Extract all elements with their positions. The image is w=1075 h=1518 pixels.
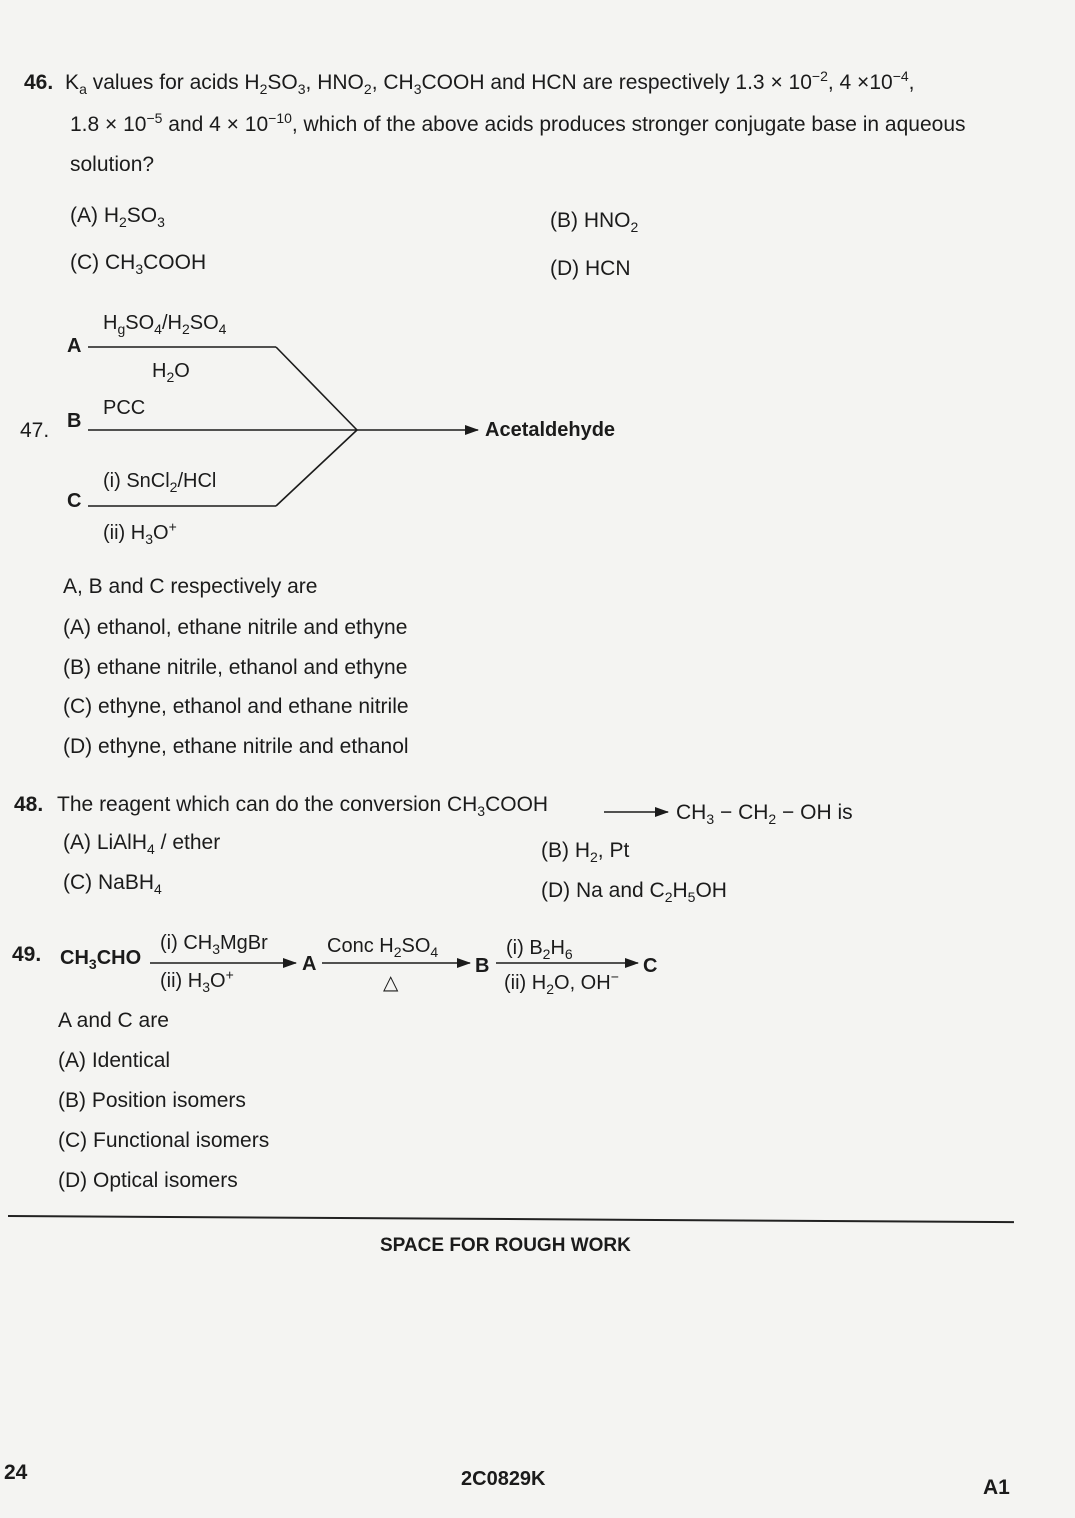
q47-reagent-a-bottom: $H_2O$ (152, 360, 190, 385)
q49-option-b[interactable]: (B) Position isomers (58, 1089, 246, 1112)
q49-reagent3-top: (i) $B_2H_6$ (506, 937, 573, 962)
q47-line-a-diagonal (276, 347, 357, 430)
q49-number: 49. (12, 943, 42, 966)
q47-reagent-b: PCC (103, 397, 146, 419)
q47-line-c-diagonal (276, 430, 357, 506)
q49-reagent2-bottom: △ (383, 972, 399, 994)
q47-number: 47. (20, 419, 50, 442)
q47-option-c[interactable]: (C) ethyne, ethanol and ethane nitrile (63, 695, 409, 718)
q46-stem-text: $K_a$ values for acids $H_2SO_3$, $HNO_2$, $CH_3COOH$ and HCN are respectively $1.3 \times 10^{-2}$, $4 \times 10^{-4}$, (65, 68, 915, 98)
page-number: 24 (4, 1461, 28, 1484)
rough-work-heading: SPACE FOR ROUGH WORK (380, 1235, 631, 1256)
q48-option-a[interactable]: (A) LiAlH$_4$ / ether (63, 831, 221, 858)
q49-reagent1-bottom: (ii) $H_3O^+$ (160, 966, 234, 995)
q46-option-c[interactable]: (C) $CH_3COOH$ (70, 251, 207, 278)
q47-question: A, B and C respectively are (63, 575, 318, 598)
q47-option-d[interactable]: (D) ethyne, ethane nitrile and ethanol (63, 735, 409, 758)
q47-option-a[interactable]: (A) ethanol, ethane nitrile and ethyne (63, 616, 408, 639)
paper-code: 2C0829K (461, 1468, 546, 1490)
q46-option-d[interactable]: (D) HCN (550, 257, 631, 280)
q49-reagent1-top: (i) $CH_3MgBr$ (160, 932, 268, 957)
q47-label-b: B (67, 410, 82, 432)
q49-option-a[interactable]: (A) Identical (58, 1049, 171, 1072)
q47-reagent-c-top: (i) SnCl$_2$/HCl (103, 470, 217, 495)
q47-label-a: A (67, 335, 82, 357)
q49-start: $CH_3CHO$ (60, 947, 142, 972)
q46-stem-line2: $1.8 \times 10^{-5}$ and $4 \times 10^{-10}$, which of the above acids produces stronger conjugate base in aqueous (70, 110, 966, 136)
q49-b: B (475, 955, 490, 977)
q47-product: Acetaldehyde (485, 419, 616, 441)
q47-label-c: C (67, 490, 82, 512)
q49-reagent2-top: Conc $H_2SO_4$ (327, 935, 439, 960)
q47-reagent-c-bottom: (ii) $H_3O^+$ (103, 518, 177, 547)
q48-stem: 48. The reagent which can do the conversion $CH_3COOH$ (14, 793, 549, 820)
q49-option-c[interactable]: (C) Functional isomers (58, 1129, 270, 1152)
q48-option-b[interactable]: (B) $H_2$, Pt (541, 839, 630, 866)
q46-stem-line3: solution? (70, 153, 155, 176)
q48-option-d[interactable]: (D) Na and $C_2H_5OH$ (541, 879, 727, 906)
q46-option-b[interactable]: (B) $HNO_2$ (550, 209, 639, 236)
q47-reagent-a-top: $H_gSO_4/H_2SO_4$ (103, 312, 227, 337)
set-code: A1 (983, 1476, 1010, 1499)
q49-a: A (302, 953, 317, 975)
q49-option-d[interactable]: (D) Optical isomers (58, 1169, 238, 1192)
q49-reagent3-bottom: (ii) $H_2O$, OH− (504, 968, 619, 997)
q48-option-c[interactable]: (C) NaBH$_4$ (63, 871, 162, 898)
q49-c: C (643, 955, 658, 977)
q46-stem-line1: 46. $K_a$ values for acids $H_2SO_3$, $HNO_2$, $CH_3COOH$ and HCN are respectively $1.3 \times 10^{-2}$, $4 \times 10^{-4}$, (24, 68, 915, 98)
q47-option-b[interactable]: (B) ethane nitrile, ethanol and ethyne (63, 656, 408, 679)
q48-stem-product: $CH_3 - CH_2$ − OH is (676, 801, 853, 828)
q46-option-a[interactable]: (A) $H_2SO_3$ (70, 204, 165, 231)
q49-question: A and C are (58, 1009, 169, 1032)
